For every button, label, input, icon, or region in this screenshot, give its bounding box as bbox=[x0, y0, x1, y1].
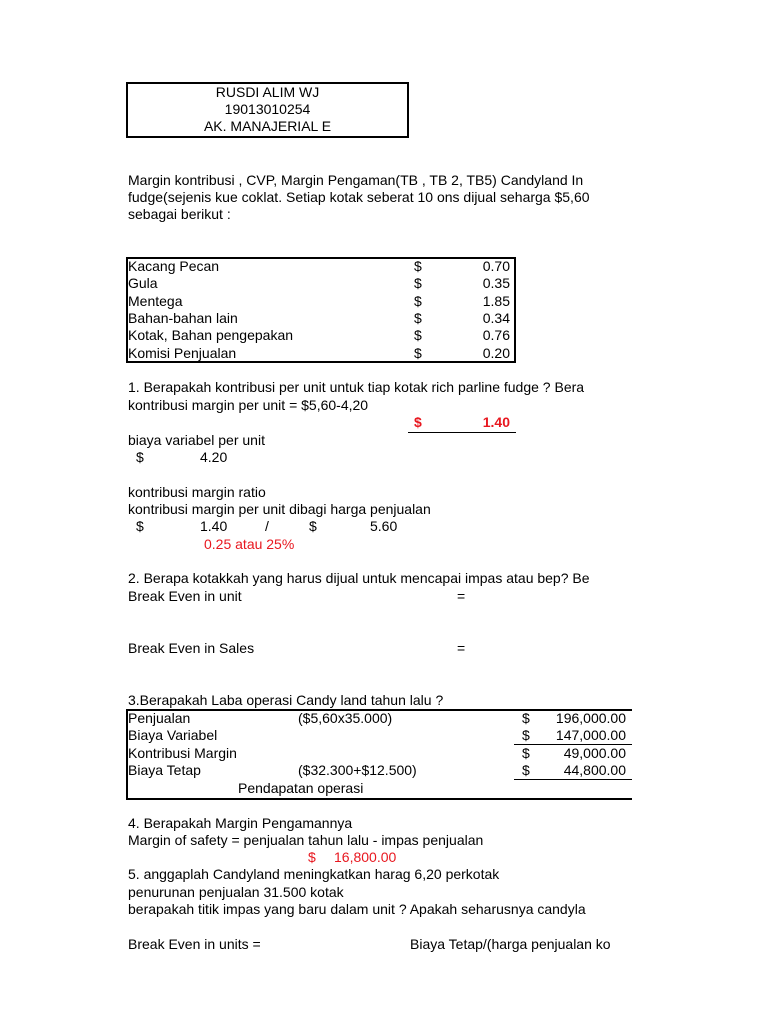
cost-label: Komisi Penjualan bbox=[128, 345, 237, 361]
income-row-currency: $ bbox=[522, 745, 530, 761]
income-row-value: 147,000.00 bbox=[555, 727, 626, 743]
q1-question: 1. Berapakah kontribusi per unit untuk tiap kotak rich parline fudge ? Bera bbox=[128, 379, 585, 395]
cost-value: 0.70 bbox=[482, 258, 510, 274]
cost-currency: $ bbox=[414, 275, 422, 291]
cost-currency: $ bbox=[414, 327, 422, 343]
income-row-currency: $ bbox=[522, 727, 530, 743]
cost-label: Bahan-bahan lain bbox=[128, 310, 238, 326]
income-row-value: 196,000.00 bbox=[555, 710, 626, 726]
cost-currency: $ bbox=[414, 345, 422, 361]
q1-ratio-currency-2: $ bbox=[309, 518, 317, 534]
q1-result-value: 1.40 bbox=[482, 414, 510, 430]
q1-var-cost-value: 4.20 bbox=[200, 449, 228, 465]
income-row-note: ($5,60x35.000) bbox=[298, 710, 393, 726]
q2-equals-1: = bbox=[457, 588, 466, 604]
intro-line-1: Margin kontribusi , CVP, Margin Pengaman(TB , TB 2, TB5) Candyland In bbox=[128, 172, 584, 188]
income-row-label: Biaya Variabel bbox=[128, 727, 218, 743]
student-class: AK. MANAJERIAL E bbox=[203, 118, 332, 134]
q2-break-even-unit: Break Even in unit bbox=[128, 588, 242, 604]
intro-line-3: sebagai berikut : bbox=[128, 206, 231, 222]
intro-line-2: fudge(sejenis kue coklat. Setiap kotak seberat 10 ons dijual seharga $5,60 bbox=[128, 189, 590, 205]
cost-value: 0.34 bbox=[482, 310, 510, 326]
cost-value: 0.35 bbox=[482, 275, 510, 291]
q2-equals-2: = bbox=[457, 640, 466, 656]
total-line bbox=[514, 779, 632, 780]
income-row-label: Penjualan bbox=[128, 710, 191, 726]
q4-result-currency: $ bbox=[308, 849, 316, 865]
cost-currency: $ bbox=[414, 258, 422, 274]
income-row-value: 44,800.00 bbox=[563, 762, 626, 778]
cost-label: Gula bbox=[128, 275, 158, 291]
cost-value: 0.20 bbox=[482, 345, 510, 361]
cost-label: Kacang Pecan bbox=[128, 258, 220, 274]
q4-formula: Margin of safety = penjualan tahun lalu - impas penjualan bbox=[128, 832, 484, 848]
q3-question: 3.Berapakah Laba operasi Candy land tahun lalu ? bbox=[128, 692, 444, 708]
q1-ratio-description: kontribusi margin per unit dibagi harga penjualan bbox=[128, 501, 431, 517]
q1-ratio-currency-1: $ bbox=[136, 518, 144, 534]
q5-line-2: penurunan penjualan 31.500 kotak bbox=[128, 884, 344, 900]
cost-value: 0.76 bbox=[482, 327, 510, 343]
q1-ratio-value-2: 5.60 bbox=[370, 518, 398, 534]
cost-value: 1.85 bbox=[482, 293, 510, 309]
student-id: 19013010254 bbox=[224, 101, 311, 117]
q1-var-cost-label: biaya variabel per unit bbox=[128, 432, 265, 448]
q1-var-cost-currency: $ bbox=[136, 449, 144, 465]
cost-label: Mentega bbox=[128, 293, 183, 309]
cost-label: Kotak, Bahan pengepakan bbox=[128, 327, 294, 343]
student-name: RUSDI ALIM WJ bbox=[215, 84, 320, 100]
q1-result-currency: $ bbox=[414, 414, 422, 430]
q1-result-underline bbox=[408, 432, 516, 433]
income-row-label: Biaya Tetap bbox=[128, 762, 201, 778]
q5-line-3: berapakah titik impas yang baru dalam unit ? Apakah seharusnya candyla bbox=[128, 901, 586, 917]
q1-ratio-divide: / bbox=[265, 518, 269, 534]
cost-currency: $ bbox=[414, 310, 422, 326]
q5-break-even-label: Break Even in units = bbox=[128, 936, 261, 952]
income-row-label: Kontribusi Margin bbox=[128, 745, 237, 761]
q1-formula: kontribusi margin per unit = $5,60-4,20 bbox=[128, 397, 369, 413]
income-row-currency: $ bbox=[522, 762, 530, 778]
q5-break-even-formula: Biaya Tetap/(harga penjualan ko bbox=[410, 936, 611, 952]
q1-ratio-label: kontribusi margin ratio bbox=[128, 484, 266, 500]
q1-ratio-result: 0.25 atau 25% bbox=[204, 536, 295, 552]
q5-line-1: 5. anggaplah Candyland meningkatkan harag 6,20 perkotak bbox=[128, 866, 500, 882]
q2-question: 2. Berapa kotakkah yang harus dijual untuk mencapai impas atau bep? Be bbox=[128, 570, 590, 586]
income-row-value: 49,000.00 bbox=[563, 745, 626, 761]
cost-currency: $ bbox=[414, 293, 422, 309]
q4-question: 4. Berapakah Margin Pengamannya bbox=[128, 815, 353, 831]
operating-income-label: Pendapatan operasi bbox=[238, 780, 364, 796]
q2-break-even-sales: Break Even in Sales bbox=[128, 640, 255, 656]
q4-result-value: 16,800.00 bbox=[334, 849, 397, 865]
income-row-currency: $ bbox=[522, 710, 530, 726]
income-row-note: ($32.300+$12.500) bbox=[298, 762, 417, 778]
q1-ratio-value-1: 1.40 bbox=[200, 518, 228, 534]
